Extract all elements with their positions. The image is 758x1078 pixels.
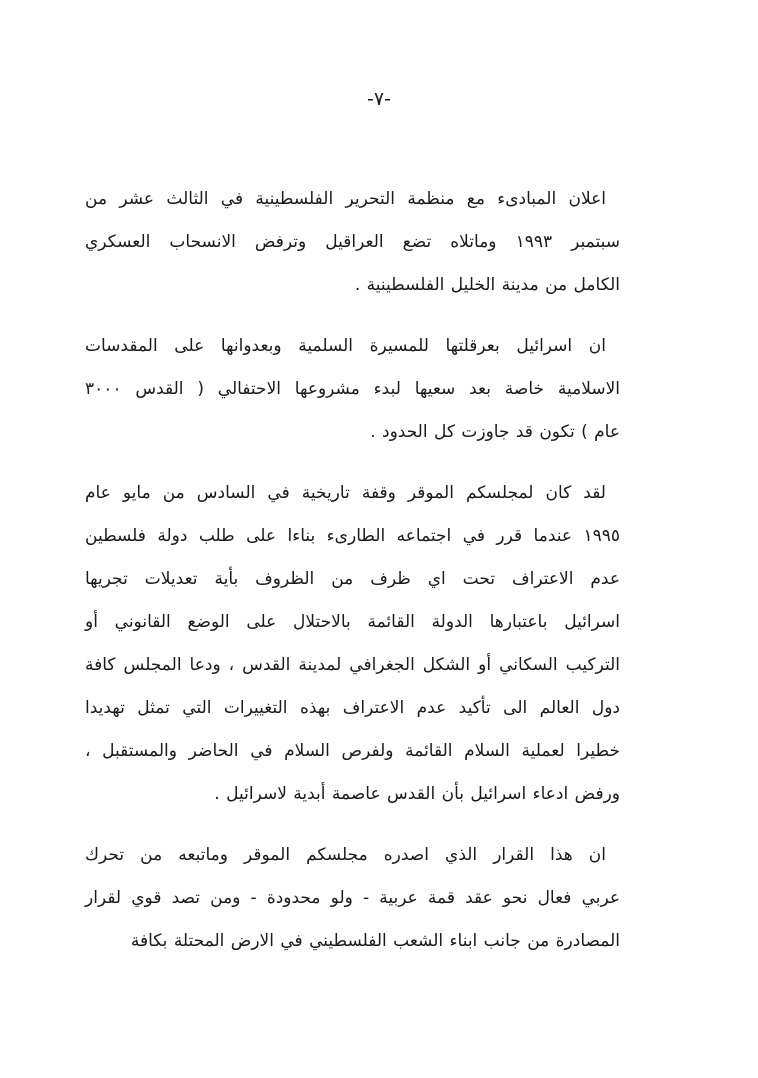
text-line: اعلان المبادىء مع منظمة التحرير الفلسطينية في الثالث عشر من	[85, 189, 606, 209]
text-line: ان هذا القرار الذي اصدره مجلسكم الموقر وماتبعه من تحرك	[85, 845, 606, 865]
text-line: عام ) تكون قد جاوزت كل الحدود .	[370, 422, 620, 442]
text-line: اسرائيل باعتبارها الدولة القائمة بالاحتلال على الوضع القانوني أو	[85, 612, 620, 632]
paragraph-arab-summit	[85, 834, 620, 963]
text-line: ١٩٩٥ عندما قرر في اجتماعه الطارىء بناءا على طلب دولة فلسطين	[85, 526, 620, 546]
text-line: عربي فعال نحو عقد قمة عربية - ولو محدودة - ومن تصد قوي لقرار	[85, 888, 620, 908]
text-line: عدم الاعتراف تحت اي ظرف من الظروف بأية تعديلات تجريها	[85, 569, 620, 589]
text-line: الكامل من مدينة الخليل الفلسطينية .	[354, 275, 620, 295]
paragraph-council-resolution	[85, 472, 620, 816]
paragraph-declaration-of-principles	[85, 178, 620, 307]
document-body	[85, 178, 620, 963]
text-line: خطيرا لعملية السلام القائمة ولفرص السلام في الحاضر والمستقبل ،	[85, 741, 620, 761]
text-line: ان اسرائيل بعرقلتها للمسيرة السلمية وبعدوانها على المقدسات	[85, 336, 606, 356]
paragraph-israel-obstruction	[85, 325, 620, 454]
page-number: -٧-	[367, 88, 391, 110]
text-line: المصادرة من جانب ابناء الشعب الفلسطيني في الارض المحتلة بكافة	[130, 931, 620, 951]
text-line: سبتمبر ١٩٩٣ وماتلاه تضع العراقيل وترفض الانسحاب العسكري	[85, 232, 620, 252]
text-line: الاسلامية خاصة بعد سعيها لبدء مشروعها الاحتفالي ( القدس ٣٠٠٠	[85, 379, 620, 399]
text-line: لقد كان لمجلسكم الموقر وقفة تاريخية في السادس من مايو عام	[85, 483, 606, 503]
text-line: التركيب السكاني أو الشكل الجغرافي لمدينة القدس ، ودعا المجلس كافة	[85, 655, 620, 675]
text-line: دول العالم الى تأكيد عدم الاعتراف بهذه التغييرات التي تمثل تهديدا	[85, 698, 620, 718]
text-line: ورفض ادعاء اسرائيل بأن القدس عاصمة أبدية لاسرائيل .	[214, 784, 620, 804]
